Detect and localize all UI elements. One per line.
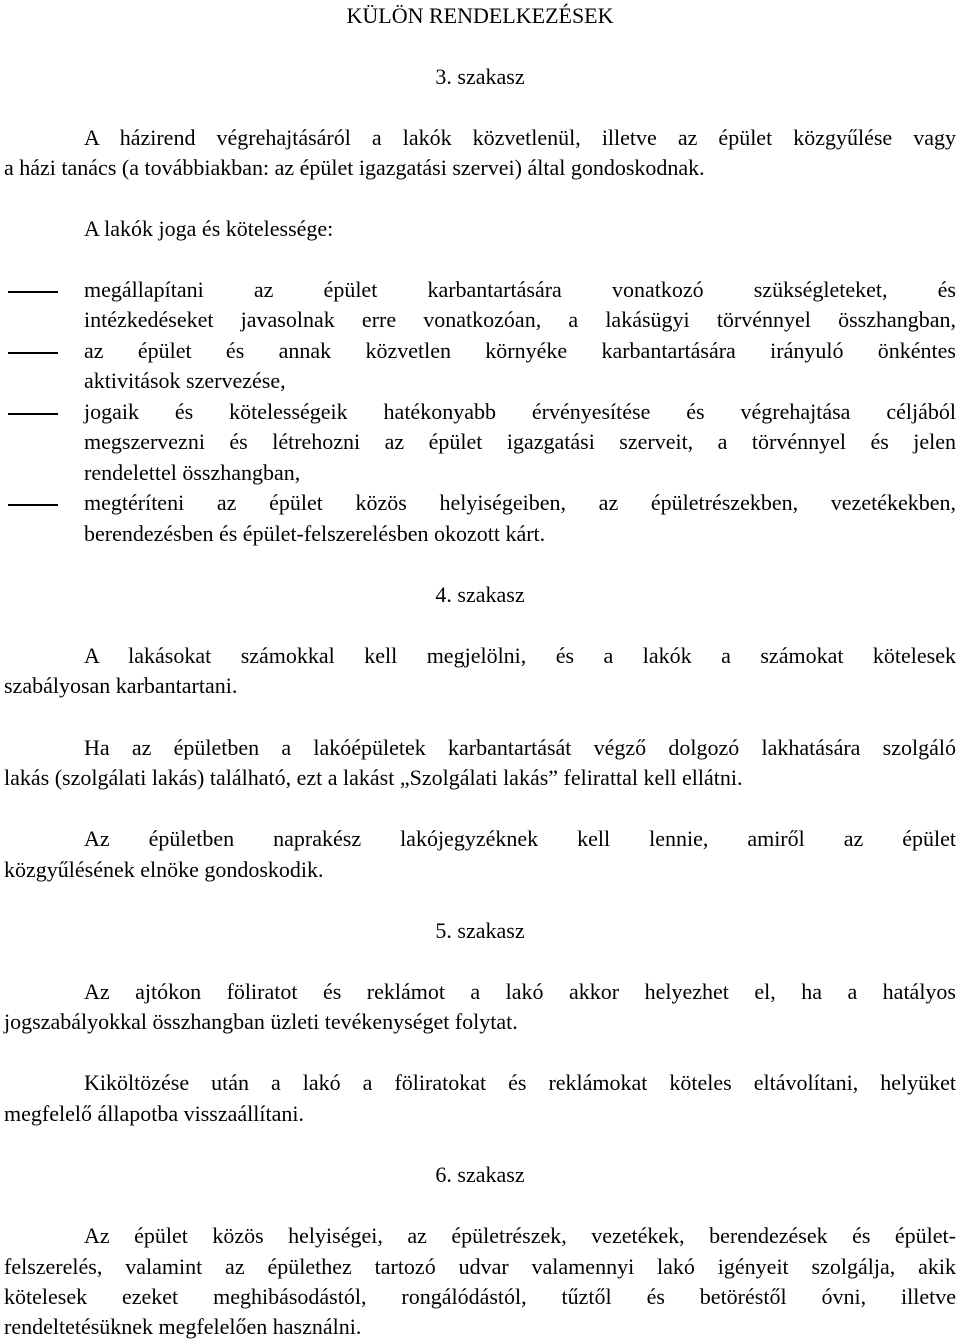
section-4-p2-line-2: lakás (szolgálati lakás) található, ezt a lakást „Szolgálati lakás” felirattal kell ellátni. (4, 765, 743, 790)
section-3-intro-line-2: a házi tanács (a továbbiakban: az épület igazgatási szervei) által gondoskodnak. (4, 155, 705, 180)
section-6-p1-line-4: rendeltetésüknek megfelelően használni. (4, 1314, 362, 1339)
section-4-p2-line-1: Ha az épületben a lakóépületek karbantartását végző dolgozó lakhatására szolgáló (84, 735, 956, 760)
section-4-p1-line-2: szabályosan karbantartani. (4, 673, 238, 698)
section-6-p1-line-1: Az épület közös helyiségei, az épületrészek, vezetékek, berendezések és épület- (84, 1223, 956, 1248)
section-4-p3-line-2: közgyűlésének elnöke gondoskodik. (4, 857, 324, 882)
bullet-2-line-1: az épület és annak közvetlen környéke karbantartására irányuló önkéntes (84, 338, 956, 363)
section-4-heading: 4. szakasz (435, 582, 525, 607)
section-3-intro-line-1: A házirend végrehajtásáról a lakók közvetlenül, illetve az épület közgyűlése vagy (84, 125, 956, 150)
bullet-4-line-2: berendezésben és épület-felszerelésben okozott kárt. (84, 521, 546, 546)
bullet-3-line-1: jogaik és kötelességeik hatékonyabb érvényesítése és végrehajtása céljából (84, 399, 956, 424)
bullet-3-line-3: rendelettel összhangban, (84, 460, 301, 485)
bullet-dash-1 (8, 291, 58, 293)
rights-heading: A lakók joga és kötelessége: (84, 216, 334, 241)
bullet-1-line-2: intézkedéseket javasolnak erre vonatkozóan, a lakásügyi törvénnyel összhangban, (84, 307, 956, 332)
bullet-4-line-1: megtéríteni az épület közös helyiségeiben, az épületrészekben, vezetékekben, (84, 490, 956, 515)
bullet-3-line-2: megszervezni és létrehozni az épület igazgatási szerveit, a törvénnyel és jelen (84, 429, 956, 454)
section-4-p3-line-1: Az épületben naprakész lakójegyzéknek kell lennie, amiről az épület (84, 826, 956, 851)
section-5-p2-line-2: megfelelő állapotba visszaállítani. (4, 1101, 304, 1126)
bullet-dash-4 (8, 504, 58, 506)
bullet-dash-2 (8, 352, 58, 354)
section-6-heading: 6. szakasz (435, 1162, 525, 1187)
bullet-1-line-1: megállapítani az épület karbantartására vonatkozó szükségleteket, és (84, 277, 956, 302)
section-5-p1-line-1: Az ajtókon föliratot és reklámot a lakó akkor helyezhet el, ha a hatályos (84, 979, 956, 1004)
section-6-p1-line-3: kötelesek ezeket meghibásodástól, rongálódástól, tűztől és betöréstől óvni, illetve (4, 1284, 956, 1309)
section-5-heading: 5. szakasz (435, 918, 525, 943)
document-title: KÜLÖN RENDELKEZÉSEK (346, 3, 614, 28)
bullet-2-line-2: aktivitások szervezése, (84, 368, 286, 393)
section-6-p1-line-2: felszerelés, valamint az épülethez tartozó udvar valamennyi lakó igényeit szolgálja, akik (4, 1254, 956, 1279)
section-5-p1-line-2: jogszabályokkal összhangban üzleti tevékenységet folytat. (4, 1009, 518, 1034)
section-5-p2-line-1: Kiköltözése után a lakó a föliratokat és reklámokat köteles eltávolítani, helyüket (84, 1070, 956, 1095)
section-3-heading: 3. szakasz (435, 64, 525, 89)
bullet-dash-3 (8, 413, 58, 415)
section-4-p1-line-1: A lakásokat számokkal kell megjelölni, és a lakók a számokat kötelesek (84, 643, 956, 668)
